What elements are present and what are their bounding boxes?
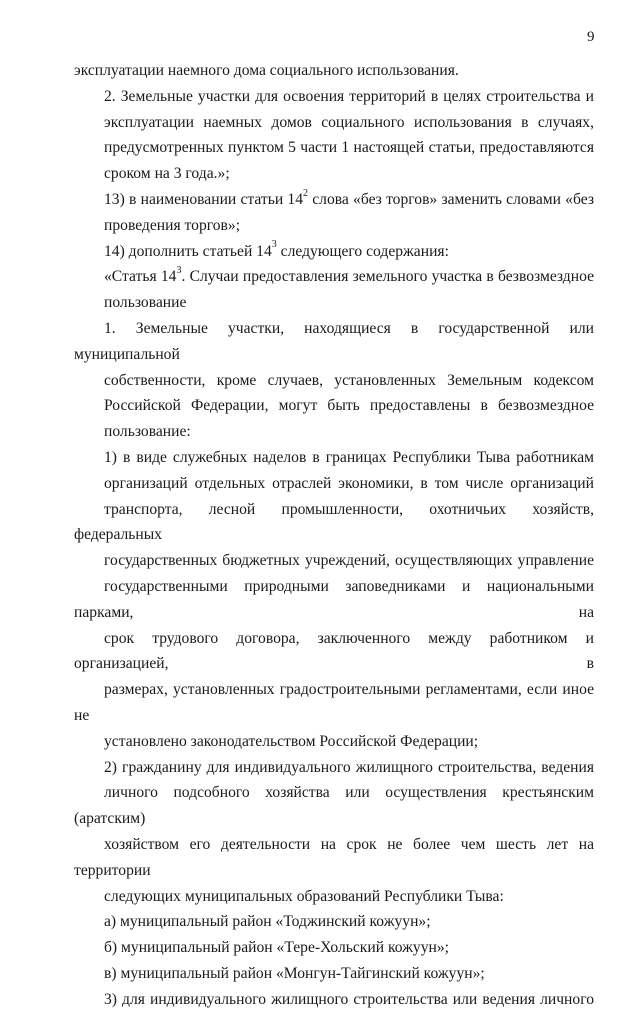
text-line: предусмотренных пунктом 5 части 1 настоящей статьи, предоставляются (104, 139, 594, 157)
text-line (74, 187, 594, 213)
paragraph-p1 (74, 84, 594, 187)
text-segment: 14) дополнить статьей 14 (104, 242, 272, 260)
text-line: организаций отдельных отраслей экономики, в том числе организаций (104, 474, 594, 492)
paragraph-p11 (74, 987, 594, 1012)
text-segment: 13) в наименовании статьи 14 (104, 190, 304, 208)
paragraph-p2 (74, 187, 594, 239)
text-line: эксплуатации наемных домов социального использования в случаях, (104, 113, 594, 131)
text-segment: следующего содержания: (276, 242, 449, 260)
text-line: 2) гражданину для индивидуального жилищного строительства, ведения (104, 758, 594, 776)
paragraph-p9 (74, 935, 594, 961)
text-line: собственности, кроме случаев, установленных Земельным кодексом (104, 371, 594, 389)
text-line: государственными природными заповедниками и национальными парками, на (74, 577, 594, 621)
paragraph-p5 (74, 316, 594, 445)
text-line: размерах, установленных градостроительными регламентами, если иное не (74, 681, 594, 724)
text-line: срок трудового договора, заключенного между работником и организацией, в (74, 629, 594, 673)
text-line: 1) в виде служебных наделов в границах Республики Тыва работникам (104, 448, 594, 466)
document-body (74, 58, 594, 1012)
text-line: пользование: (104, 423, 191, 441)
text-line: установлено законодательством Российской Федерации; (104, 732, 479, 750)
text-line: 1. Земельные участки, находящиеся в государственной или муниципальной (74, 319, 594, 363)
text-line: государственных бюджетных учреждений, осуществляющих управление (104, 552, 594, 570)
text-line: личного подсобного хозяйства или осуществления крестьянским (аратским) (74, 784, 594, 828)
text-line: следующих муниципальных образований Республики Тыва: (104, 887, 504, 905)
text-line: хозяйством его деятельности на срок не более чем шесть лет на территории (74, 835, 594, 879)
text-line: а) муниципальный район «Тоджинский кожуун»; (104, 913, 431, 931)
paragraph-p0 (74, 58, 594, 84)
paragraph-p3 (74, 239, 594, 265)
text-line: Российской Федерации, могут быть предоставлены в безвозмездное (104, 397, 594, 415)
text-line (74, 239, 594, 265)
text-line: проведения торгов»; (104, 216, 241, 234)
superscript: 3 (176, 265, 182, 277)
superscript: 2 (303, 187, 309, 199)
text-line: пользование (104, 294, 187, 312)
text-segment: слова «без торгов» заменить словами «без (308, 190, 594, 208)
text-segment: «Статья 14 (104, 268, 177, 286)
paragraph-p8 (74, 909, 594, 935)
page-number: 9 (587, 29, 595, 45)
text-line: 2. Земельные участки для освоения территорий в целях строительства и (104, 87, 594, 105)
text-line: б) муниципальный район «Тере-Хольский кожуун»; (104, 939, 449, 957)
text-line: эксплуатации наемного дома социального использования. (74, 62, 459, 79)
text-line: сроком на 3 года.»; (104, 165, 230, 183)
paragraph-p10 (74, 961, 594, 987)
paragraph-p4 (74, 264, 594, 316)
text-segment: . Случаи предоставления земельного участка в безвозмездное (181, 268, 594, 286)
superscript: 3 (271, 239, 277, 251)
text-line (74, 264, 594, 290)
text-line: транспорта, лесной промышленности, охотничьих хозяйств, федеральных (74, 500, 594, 544)
text-line: в) муниципальный район «Монгун-Тайгинский кожуун»; (104, 964, 485, 982)
paragraph-p7 (74, 755, 594, 910)
paragraph-p6 (74, 445, 594, 755)
text-line: 3) для индивидуального жилищного строительства или ведения личного (104, 990, 594, 1008)
